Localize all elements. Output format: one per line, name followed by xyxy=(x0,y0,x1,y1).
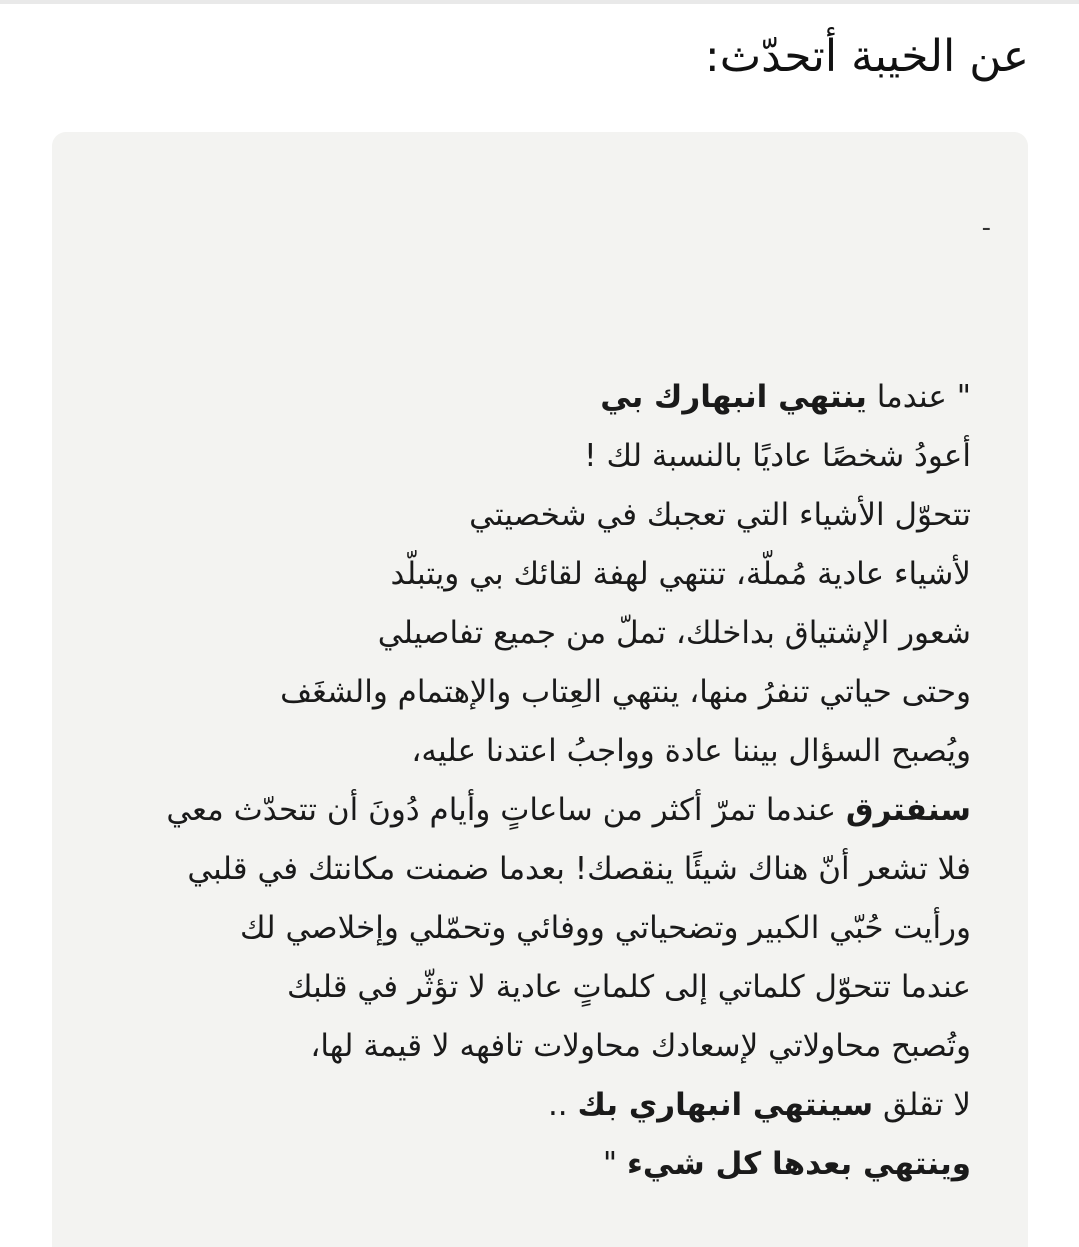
line-text: ورأيت حُبّي الكبير وتضحياتي ووفائي وتحمّلي وإخلاصي لك xyxy=(240,910,971,946)
poem-line xyxy=(91,840,971,899)
poem-line xyxy=(91,1135,971,1194)
page-title: عن الخيبة أتحدّث: xyxy=(704,31,1029,82)
line-text: لا تقلق xyxy=(873,1087,971,1123)
top-divider xyxy=(0,0,1079,4)
line-bold-text: وينتهي بعدها كل شيء xyxy=(627,1146,971,1182)
line-text: " عندما xyxy=(866,379,971,415)
poem-line xyxy=(91,722,971,781)
line-text: ويُصبح السؤال بيننا عادة وواجبُ اعتدنا عليه، xyxy=(411,733,971,769)
line-text: تتحوّل الأشياء التي تعجبك في شخصيتي xyxy=(469,497,971,533)
dash-marker: - xyxy=(981,213,991,243)
poem-line xyxy=(91,899,971,958)
poem-text xyxy=(91,368,971,1194)
poem-line xyxy=(91,604,971,663)
line-text: أعودُ شخصًا عاديًا بالنسبة لك ! xyxy=(584,438,971,474)
poem-line xyxy=(91,663,971,722)
line-text: وحتى حياتي تنفرُ منها، ينتهي العِتاب والإهتمام والشغَف xyxy=(280,674,971,710)
line-bold-text: سينتهي انبهاري بك xyxy=(577,1087,874,1123)
line-tail-text: عندما تمرّ أكثر من ساعاتٍ وأيام دُونَ أن تتحدّث معي xyxy=(166,792,846,828)
poem-line xyxy=(91,545,971,604)
poem-line xyxy=(91,958,971,1017)
poem-line xyxy=(91,486,971,545)
line-text: عندما تتحوّل كلماتي إلى كلماتٍ عادية لا تؤثّر في قلبك xyxy=(287,969,971,1005)
poem-line xyxy=(91,427,971,486)
poem-line xyxy=(91,368,971,427)
poem-line xyxy=(91,1017,971,1076)
poem-line xyxy=(91,781,971,840)
line-bold-text: سنفترق xyxy=(845,792,971,828)
line-text: فلا تشعر أنّ هناك شيئًا ينقصك! بعدما ضمنت مكانتك في قلبي xyxy=(187,851,971,887)
line-text: شعور الإشتياق بداخلك، تملّ من جميع تفاصيلي xyxy=(377,615,971,651)
line-tail-text: " xyxy=(602,1146,627,1182)
line-text: وتُصبح محاولاتي لإسعادك محاولات تافهه لا قيمة لها، xyxy=(310,1028,971,1064)
line-tail-text: .. xyxy=(547,1087,578,1123)
line-bold-text: ينتهي انبهارك بي xyxy=(600,379,867,415)
poem-line xyxy=(91,1076,971,1135)
line-text: لأشياء عادية مُملّة، تنتهي لهفة لقائك بي ويتبلّد xyxy=(390,556,971,592)
